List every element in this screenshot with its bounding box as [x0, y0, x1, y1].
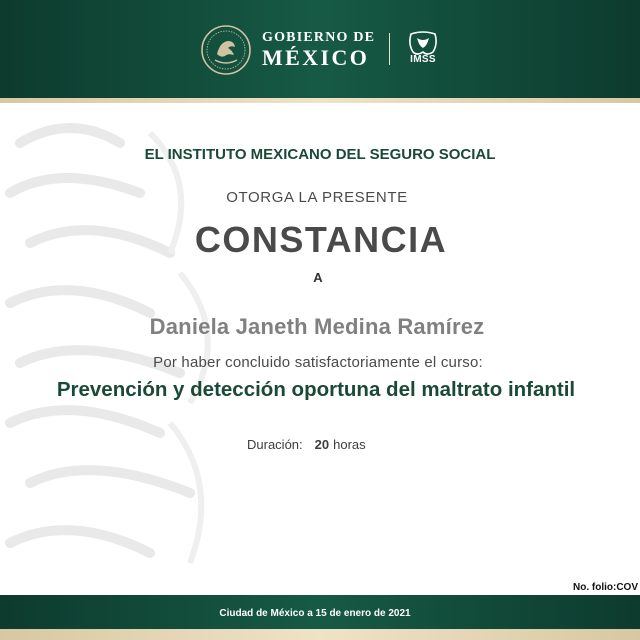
national-seal-icon	[200, 24, 252, 76]
recipient-name: Daniela Janeth Medina Ramírez	[149, 314, 485, 339]
government-title-line1: GOBIERNO DE	[262, 30, 376, 45]
grants-text: OTORGA LA PRESENTE	[226, 189, 408, 206]
header-separator	[389, 33, 390, 65]
completion-statement: Por haber concluido satisfactoriamente el curso:	[153, 354, 483, 371]
duration-value: 20	[314, 437, 330, 452]
institute-name: EL INSTITUTO MEXICANO DEL SEGURO SOCIAL	[144, 146, 496, 163]
background-eagle-pattern	[0, 103, 260, 591]
government-title-line2: MÉXICO	[262, 45, 370, 70]
place-and-date: Ciudad de México a 15 de enero de 2021	[219, 608, 411, 619]
course-name: Prevención y detección oportuna del maltrato infantil	[56, 378, 576, 401]
footer-gold-stripe	[0, 629, 640, 640]
certificate-title: CONSTANCIA	[194, 219, 448, 260]
government-title	[262, 30, 375, 70]
folio-number: No. folio:COV	[573, 582, 638, 593]
to-letter: A	[313, 270, 323, 285]
duration-unit: horas	[333, 437, 366, 452]
duration	[247, 437, 366, 452]
imss-label: IMSS	[410, 54, 436, 65]
duration-label: Duración:	[247, 437, 303, 452]
